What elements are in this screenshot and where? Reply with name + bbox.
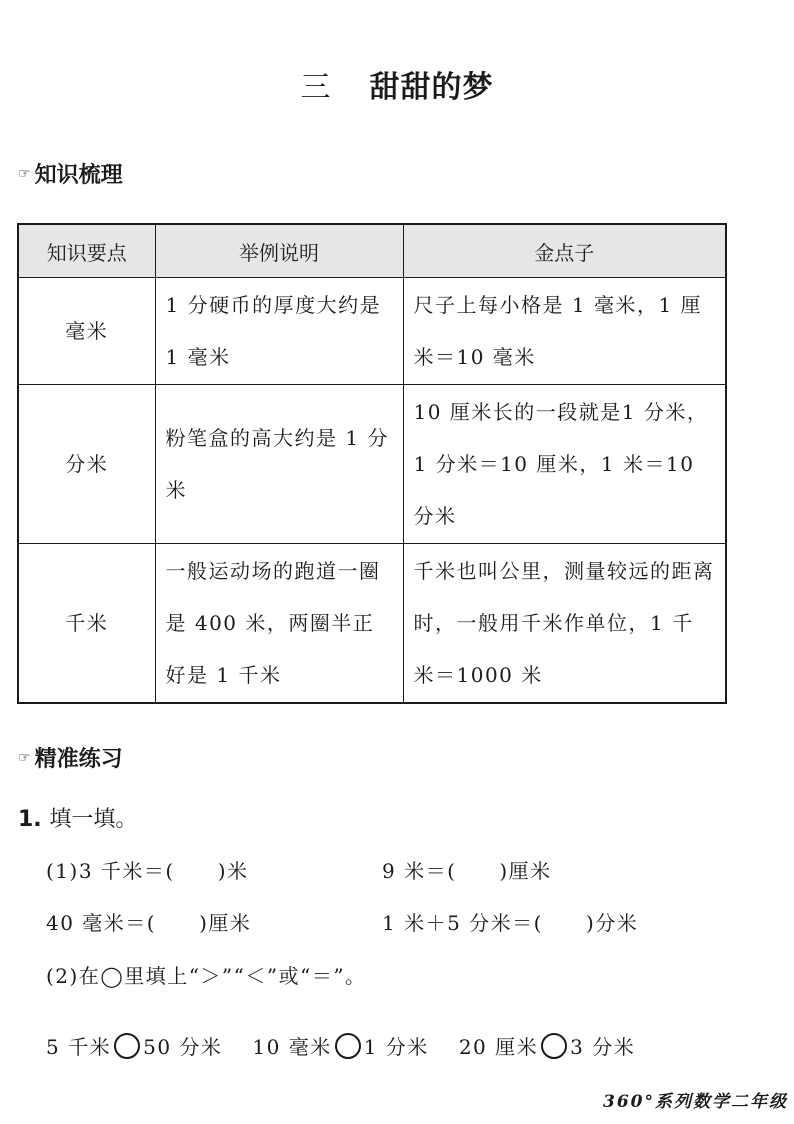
chapter-number: 三 <box>300 70 332 105</box>
chapter-title: 甜甜的梦 <box>369 70 494 105</box>
fill-item: 1 米＋5 分米＝( )分米 <box>382 911 639 935</box>
table-row <box>18 278 726 385</box>
knowledge-point: 毫米 <box>18 278 155 385</box>
section-practice <box>18 742 123 773</box>
column-header: 知识要点 <box>18 224 155 278</box>
answer-circle[interactable] <box>114 1033 140 1059</box>
question-1-heading <box>18 802 137 833</box>
column-header: 举例说明 <box>155 224 403 278</box>
compare-left: 20 厘米 <box>458 1035 539 1059</box>
compare-right: 1 分米 <box>363 1035 429 1059</box>
compare-line <box>46 1031 635 1060</box>
compare-left: 5 千米 <box>46 1035 112 1059</box>
fill-line-2 <box>46 907 639 936</box>
section-knowledge-review <box>18 158 123 189</box>
fill-item: 40 毫米＝( )厘米 <box>46 911 252 935</box>
compare-instruction <box>46 960 367 989</box>
example-cell: 粉笔盒的高大约是 1 分米 <box>155 385 403 544</box>
tip-cell: 10 厘米长的一段就是1 分米，1 分米＝10 厘米，1 米＝10 分米 <box>403 385 726 544</box>
answer-circle[interactable] <box>541 1033 567 1059</box>
fill-line-1 <box>46 855 552 884</box>
fill-item: 9 米＝( )厘米 <box>382 859 552 883</box>
page-footer: 360°系列数学二年级 <box>603 1092 788 1112</box>
compare-left: 10 毫米 <box>252 1035 332 1059</box>
table-row <box>18 385 726 544</box>
instruction-text: (2)在◯里填上“＞”“＜”或“＝”。 <box>46 964 367 988</box>
compare-right: 3 分米 <box>570 1035 636 1059</box>
section-label: 知识梳理 <box>34 163 123 188</box>
page-title <box>0 62 794 106</box>
question-number: 1. <box>18 807 42 832</box>
tip-cell: 千米也叫公里，测量较远的距离时，一般用千米作单位，1 千米＝1000 米 <box>403 544 726 704</box>
table-header-row <box>18 224 726 278</box>
example-cell: 一般运动场的跑道一圈是 400 米，两圈半正好是 1 千米 <box>155 544 403 704</box>
pointing-hand-icon: ☞ <box>18 749 31 766</box>
table-row <box>18 544 726 704</box>
knowledge-point: 千米 <box>18 544 155 704</box>
knowledge-point: 分米 <box>18 385 155 544</box>
column-header: 金点子 <box>403 224 726 278</box>
pointing-hand-icon: ☞ <box>18 165 31 182</box>
compare-right: 50 分米 <box>143 1035 223 1059</box>
tip-cell: 尺子上每小格是 1 毫米，1 厘米＝10 毫米 <box>403 278 726 385</box>
section-label: 精准练习 <box>34 747 123 772</box>
question-text: 填一填。 <box>49 807 138 832</box>
fill-item: (1)3 千米＝( )米 <box>46 859 249 883</box>
answer-circle[interactable] <box>335 1033 361 1059</box>
knowledge-table <box>17 223 727 704</box>
example-cell: 1 分硬币的厚度大约是1 毫米 <box>155 278 403 385</box>
